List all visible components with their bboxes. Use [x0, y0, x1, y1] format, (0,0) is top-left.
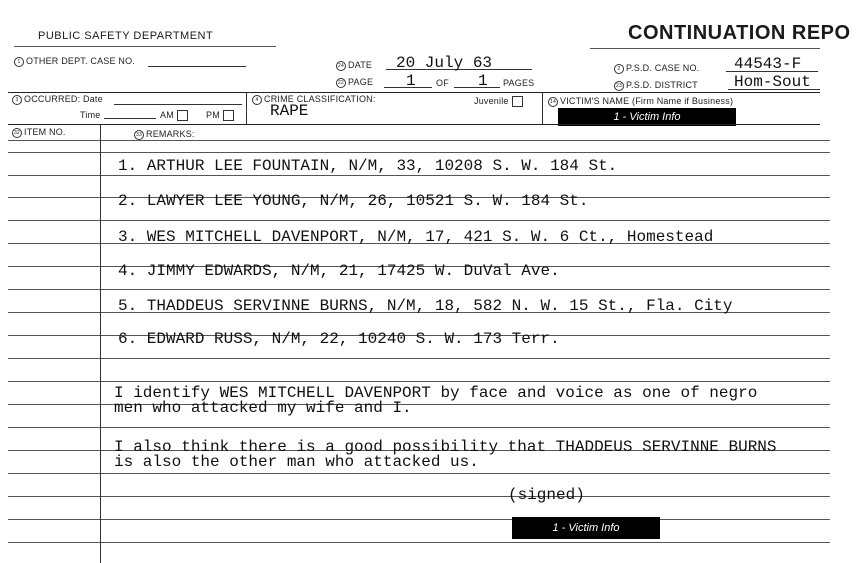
title-underline — [590, 48, 820, 49]
page-label — [336, 77, 373, 88]
psd-case-value: 44543-F — [734, 55, 802, 73]
juvenile-option[interactable] — [474, 96, 526, 107]
occurred-date-field[interactable] — [114, 104, 242, 105]
item-column-divider — [100, 124, 101, 563]
suspect-line: 5. THADDEUS SERVINNE BURNS, N/M, 18, 582 N. W. 15 St., Fla. City — [118, 297, 733, 315]
ruled-line — [8, 140, 830, 141]
juvenile-checkbox[interactable] — [512, 96, 523, 107]
pages-value: 1 — [478, 72, 488, 90]
date-value: 20 July 63 — [396, 54, 493, 72]
psd-district-text: P.S.D. DISTRICT — [626, 80, 698, 90]
department-underline — [14, 46, 276, 47]
psd-case-text: P.S.D. CASE NO. — [626, 63, 700, 73]
signature-redaction: 1 - Victim Info — [512, 517, 660, 539]
suspect-line: 1. ARTHUR LEE FOUNTAIN, N/M, 33, 10208 S. W. 184 St. — [118, 157, 618, 175]
other-dept-case-field[interactable] — [148, 66, 246, 67]
field-number-badge: 22 — [336, 78, 346, 88]
row-divider-bottom — [8, 124, 820, 125]
ruled-line — [8, 175, 830, 176]
item-no-text: ITEM NO. — [24, 127, 66, 137]
page-text: PAGE — [348, 77, 374, 87]
occurred-time-field[interactable] — [104, 118, 156, 119]
psd-district-label — [614, 80, 698, 91]
pm-option[interactable] — [206, 110, 237, 121]
psd-district-field[interactable] — [728, 73, 820, 90]
occurred-label — [12, 94, 103, 105]
pm-label: PM — [206, 110, 220, 120]
signed-text: (signed) — [508, 486, 585, 504]
ruled-line — [8, 152, 830, 153]
statement-line: I identify WES MITCHELL DAVENPORT by face and voice as one of negro — [114, 384, 758, 402]
ruled-line — [8, 496, 830, 497]
field-number-badge: 4 — [252, 95, 262, 105]
date-label — [336, 60, 372, 71]
victim-label — [548, 96, 733, 107]
field-number-badge: 2 — [614, 64, 624, 74]
suspect-line: 4. JIMMY EDWARDS, N/M, 21, 17425 W. DuVal Ave. — [118, 262, 560, 280]
field-number-badge: 33 — [134, 130, 144, 140]
occurred-text: OCCURRED: Date — [24, 94, 103, 104]
am-checkbox[interactable] — [177, 110, 188, 121]
ruled-line — [8, 519, 830, 520]
crime-divider — [542, 92, 543, 124]
occurred-divider — [246, 92, 247, 124]
item-no-label — [12, 127, 66, 138]
department-name: PUBLIC SAFETY DEPARTMENT — [38, 30, 214, 42]
psd-case-label — [614, 63, 699, 74]
remarks-text: REMARKS: — [146, 129, 195, 139]
ruled-line — [8, 289, 830, 290]
suspect-line: 3. WES MITCHELL DAVENPORT, N/M, 17, 421 S. W. 6 Ct., Homestead — [118, 228, 714, 246]
ruled-line — [8, 381, 830, 382]
statement-line: I also think there is a good possibility that THADDEUS SERVINNE BURNS — [114, 438, 777, 456]
other-dept-case-label — [14, 56, 135, 67]
field-number-badge: 24 — [336, 61, 346, 71]
am-label: AM — [160, 110, 174, 120]
juvenile-label: Juvenile — [474, 96, 509, 106]
field-number-badge: 3 — [12, 95, 22, 105]
crime-text: CRIME CLASSIFICATION: — [264, 94, 376, 104]
field-number-badge: 23 — [614, 81, 624, 91]
victim-text: VICTIM'S NAME (Firm Name if Business) — [560, 96, 734, 106]
pm-checkbox[interactable] — [223, 110, 234, 121]
page-field[interactable] — [384, 72, 432, 88]
page-value: 1 — [406, 72, 416, 90]
suspect-line: 2. LAWYER LEE YOUNG, N/M, 26, 10521 S. W. 184 St. — [118, 192, 589, 210]
ruled-line — [8, 427, 830, 428]
suspect-line: 6. EDWARD RUSS, N/M, 22, 10240 S. W. 173 Terr. — [118, 330, 560, 348]
pages-label: PAGES — [503, 78, 535, 88]
field-number-badge: 14 — [548, 97, 558, 107]
remarks-label — [134, 129, 195, 140]
field-number-badge: 32 — [12, 128, 22, 138]
victim-redaction: 1 - Victim Info — [558, 108, 736, 126]
crime-value: RAPE — [270, 102, 309, 120]
ruled-line — [8, 473, 830, 474]
psd-case-field[interactable] — [726, 55, 818, 72]
date-text: DATE — [348, 60, 373, 70]
psd-district-value: Hom-Sout — [734, 73, 811, 91]
statement-line: is also the other man who attacked us. — [114, 453, 479, 471]
ruled-line — [8, 542, 830, 543]
of-label: OF — [436, 78, 449, 88]
other-dept-case-text: OTHER DEPT. CASE NO. — [26, 56, 136, 66]
am-option[interactable] — [160, 110, 191, 121]
field-number-badge: 1 — [14, 57, 24, 67]
time-label: Time — [80, 110, 101, 120]
ruled-line — [8, 358, 830, 359]
row-divider-top — [8, 92, 820, 93]
pages-field[interactable] — [454, 72, 500, 88]
date-field[interactable] — [386, 54, 532, 70]
form-title: CONTINUATION REPO — [628, 22, 851, 44]
ruled-line — [8, 220, 830, 221]
statement-line: men who attacked my wife and I. — [114, 399, 412, 417]
